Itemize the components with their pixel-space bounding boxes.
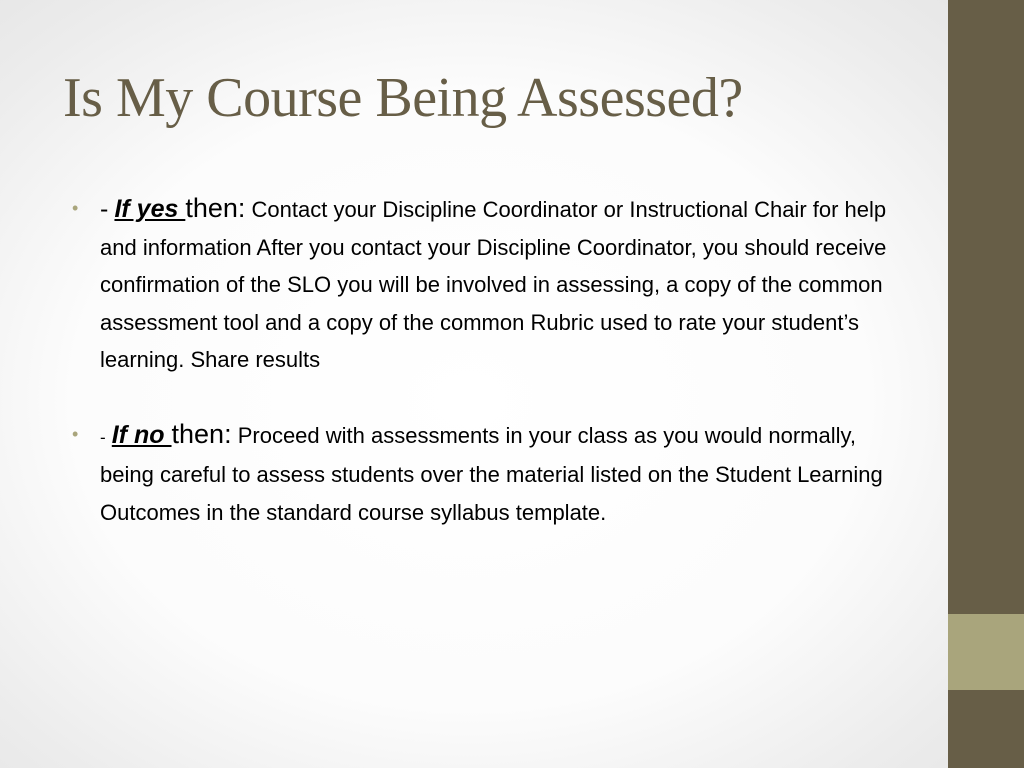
- bullet-if-yes: [72, 190, 892, 379]
- bullet-text: Contact your Discipline Coordinator or Instructional Chair for help and information After you contact your Discipline Coordinator, you should receive confirmation of the SLO you will be involved in assessing, a copy of the common assessment tool and a copy of the common Rubric used to rate your student’s learning. Share results: [100, 197, 887, 372]
- then-label: then:: [171, 418, 232, 449]
- bullet-if-no: [72, 416, 892, 532]
- bullet-dash: -: [100, 427, 106, 447]
- sidebar-accent-block: [948, 614, 1024, 690]
- slide-title: Is My Course Being Assessed?: [63, 67, 743, 129]
- bullet-text: Proceed with assessments in your class as you would normally, being careful to assess students over the material listed on the Student Learning Outcomes in the standard course syllabus template.: [100, 422, 883, 525]
- condition-if-no: If no: [111, 420, 172, 449]
- then-label: then:: [185, 193, 246, 223]
- slide-content: [72, 190, 892, 531]
- bullet-dot-icon: •: [72, 423, 79, 444]
- bullet-dot-icon: •: [72, 198, 79, 218]
- bullet-dash: -: [100, 195, 109, 223]
- condition-if-yes: If yes: [114, 195, 186, 223]
